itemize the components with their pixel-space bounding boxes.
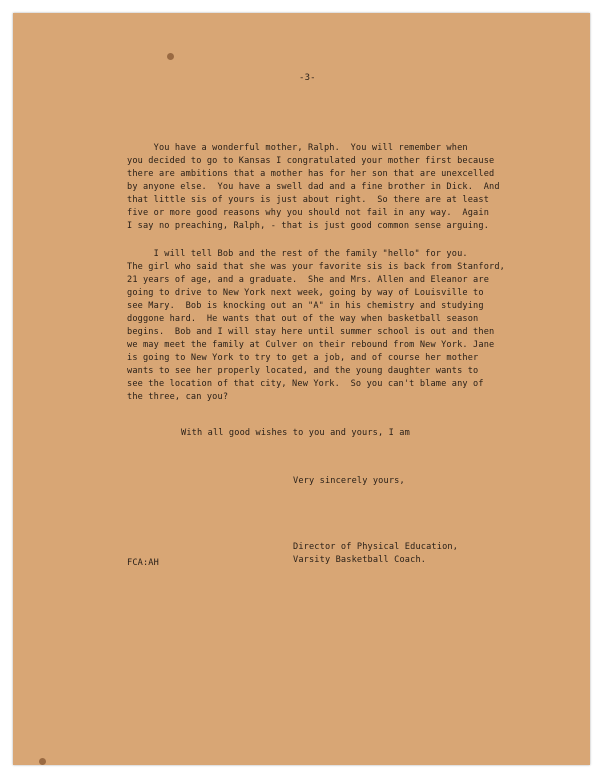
text-line: doggone hard. He wants that out of the way when basketball season xyxy=(127,314,479,324)
text-line: see Mary. Bob is knocking out an "A" in his chemistry and studying xyxy=(127,301,484,311)
text-line: the three, can you? xyxy=(127,392,229,402)
complimentary-close: Very sincerely yours, xyxy=(293,476,405,486)
text-line: you decided to go to Kansas I congratulated your mother first because xyxy=(127,156,495,166)
letter-page xyxy=(13,13,590,765)
text-line: is going to New York to try to get a job, and of course her mother xyxy=(127,353,479,363)
text-line: The girl who said that she was your favorite sis is back from Stanford, xyxy=(127,262,505,272)
signature-title: Varsity Basketball Coach. xyxy=(293,555,427,565)
text-line: 21 years of age, and a graduate. She and Mrs. Allen and Eleanor are xyxy=(127,275,490,285)
text-line: I say no preaching, Ralph, - that is just good common sense arguing. xyxy=(127,221,490,231)
text-line: going to drive to New York next week, going by way of Louisville to xyxy=(127,288,484,298)
punch-hole-top xyxy=(167,53,174,60)
text-line: there are ambitions that a mother has for her son that are unexcelled xyxy=(127,169,495,179)
text-line: see the location of that city, New York. So you can't blame any of xyxy=(127,379,484,389)
text-line: by anyone else. You have a swell dad and a fine brother in Dick. And xyxy=(127,182,500,192)
page-number: -3- xyxy=(299,73,316,83)
punch-hole-bottom xyxy=(39,758,46,765)
text-line: we may meet the family at Culver on their rebound from New York. Jane xyxy=(127,340,495,350)
text-line: wants to see her properly located, and the young daughter wants to xyxy=(127,366,479,376)
reference-initials: FCA:AH xyxy=(127,558,159,568)
signature-title: Director of Physical Education, xyxy=(293,542,459,552)
text-line: that little sis of yours is just about right. So there are at least xyxy=(127,195,490,205)
text-line: You have a wonderful mother, Ralph. You will remember when xyxy=(127,143,468,153)
text-line: five or more good reasons why you should not fail in any way. Again xyxy=(127,208,490,218)
text-line: I will tell Bob and the rest of the family "hello" for you. xyxy=(127,249,468,259)
text-line: begins. Bob and I will stay here until summer school is out and then xyxy=(127,327,495,337)
closing-wishes: With all good wishes to you and yours, I am xyxy=(181,428,410,438)
